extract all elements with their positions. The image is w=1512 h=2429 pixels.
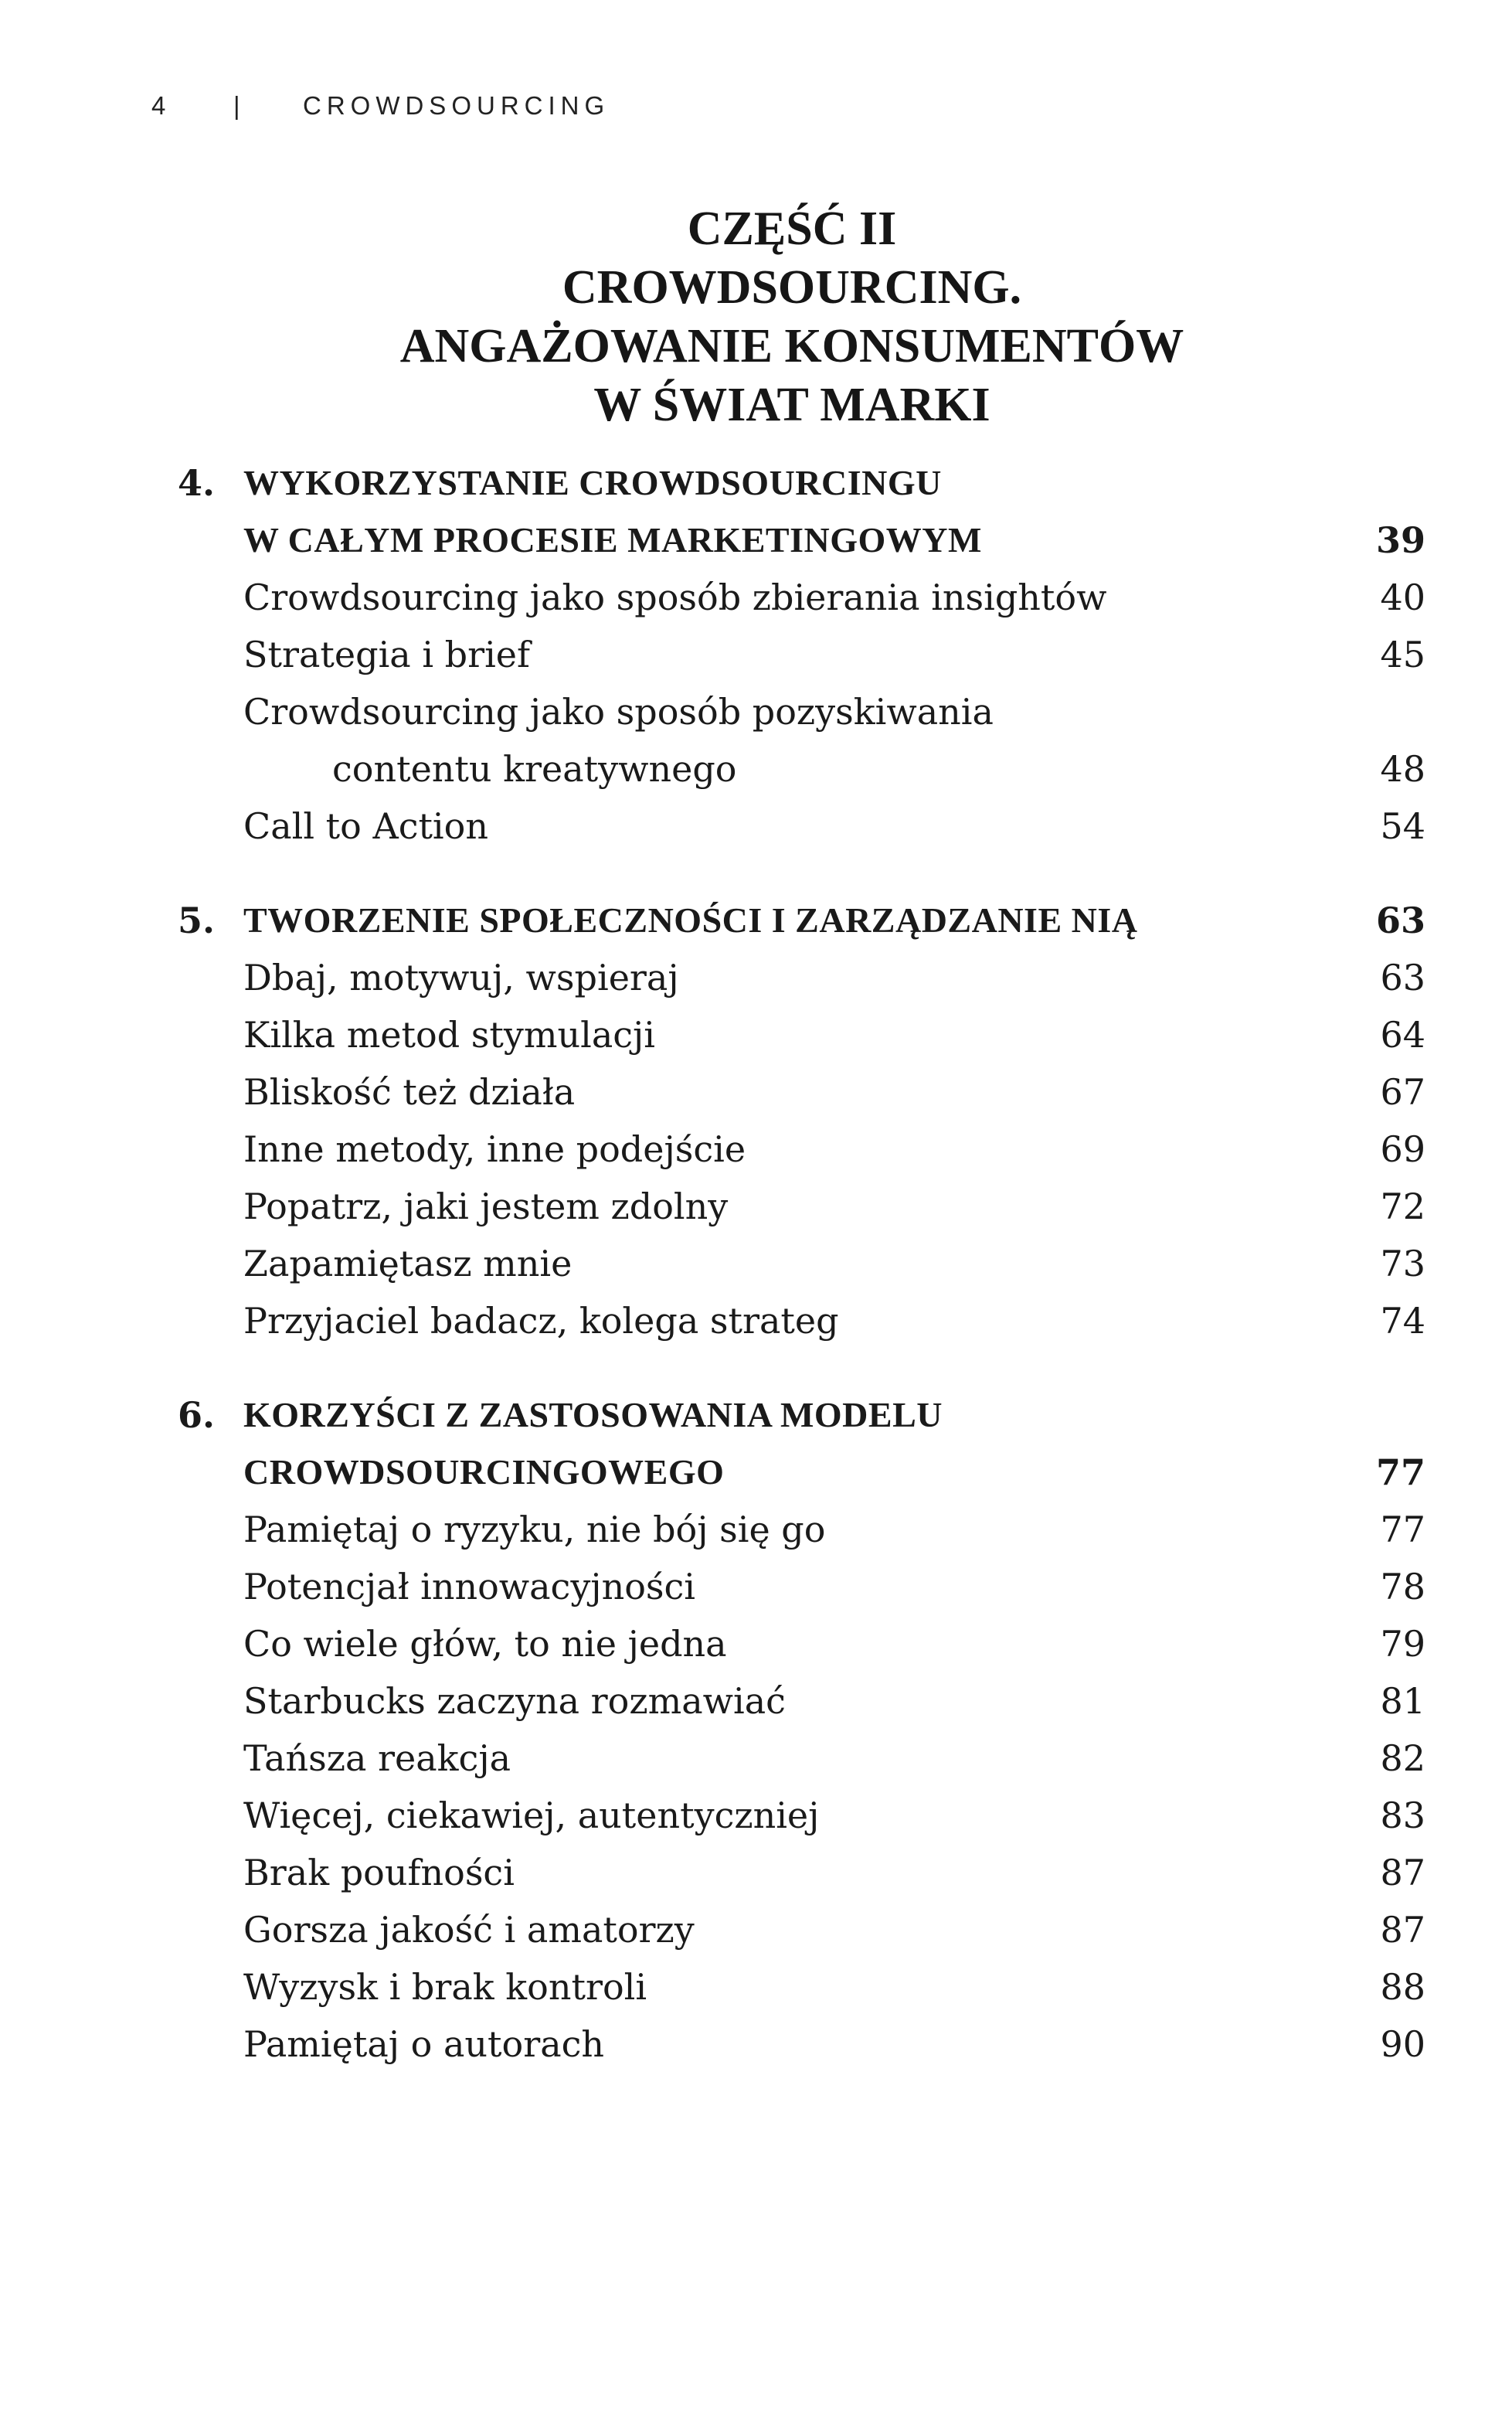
section-row[interactable] [178, 1121, 1425, 1178]
section-row[interactable] [178, 1063, 1425, 1121]
section-page-number: 64 [1380, 1014, 1425, 1056]
part-title-line: ANGAŻOWANIE KONSUMENTÓW [399, 320, 1184, 373]
section-title: Strategia i brief [243, 634, 531, 675]
header-separator: | [233, 91, 246, 120]
section-title: Dbaj, motywuj, wspieraj [243, 957, 679, 998]
section-page-number: 81 [1380, 1680, 1425, 1722]
section-page-number: 67 [1380, 1071, 1425, 1113]
section-title: Starbucks zaczyna rozmawiać [243, 1680, 786, 1722]
section-row[interactable] [178, 949, 1425, 1006]
section-title: Crowdsourcing jako sposób zbierania insightów [243, 577, 1107, 618]
section-page-number: 83 [1380, 1795, 1425, 1836]
section-page-number: 88 [1380, 1966, 1425, 2008]
chapter-page-number: 39 [1375, 519, 1425, 561]
chapter-heading-row[interactable] [178, 1386, 1425, 1444]
section-title: Bliskość też działa [243, 1071, 576, 1113]
section-title: Crowdsourcing jako sposób pozyskiwania [243, 691, 994, 733]
section-row[interactable] [178, 569, 1425, 626]
chapter-title: TWORZENIE SPOŁECZNOŚCI I ZARZĄDZANIE NIĄ [243, 900, 1138, 940]
section-page-number: 48 [1380, 748, 1425, 790]
section-page-number: 40 [1380, 577, 1425, 618]
section-row[interactable] [178, 1178, 1425, 1235]
part-title [309, 199, 1275, 434]
section-title: Pamiętaj o autorach [243, 2023, 605, 2065]
running-title: CROWDSOURCING [303, 91, 610, 120]
section-row[interactable] [178, 1235, 1425, 1292]
running-header [151, 91, 610, 121]
chapter-heading-row[interactable] [178, 454, 1425, 512]
chapter-number: 5. [178, 900, 216, 941]
part-title-line: CZĘŚĆ II [687, 202, 897, 255]
section-row[interactable] [178, 1501, 1425, 1558]
section-row[interactable] [178, 1901, 1425, 1958]
section-title: Zapamiętasz mnie [243, 1243, 573, 1284]
section-page-number: 82 [1380, 1737, 1425, 1779]
section-title: contentu kreatywnego [332, 748, 737, 790]
section-row[interactable] [178, 1672, 1425, 1730]
section-row[interactable] [178, 1006, 1425, 1063]
section-row[interactable] [178, 1558, 1425, 1615]
section-page-number: 77 [1380, 1509, 1425, 1550]
chapter-title: W CAŁYM PROCESIE MARKETINGOWYM [243, 520, 982, 560]
section-page-number: 73 [1380, 1243, 1425, 1284]
section-page-number: 79 [1380, 1623, 1425, 1665]
chapter-heading-row[interactable] [178, 512, 1425, 569]
section-title: Popatrz, jaki jestem zdolny [243, 1186, 729, 1227]
section-title: Brak poufności [243, 1852, 515, 1893]
section-page-number: 72 [1380, 1186, 1425, 1227]
part-title-line: W ŚWIAT MARKI [593, 379, 990, 431]
chapter-title: WYKORZYSTANIE CROWDSOURCINGU [243, 463, 942, 502]
section-row[interactable] [178, 1787, 1425, 1844]
section-title: Inne metody, inne podejście [243, 1128, 746, 1170]
section-page-number: 87 [1380, 1852, 1425, 1893]
section-row[interactable] [178, 683, 1425, 740]
section-title: Call to Action [243, 805, 488, 847]
chapter-number: 6. [178, 1394, 216, 1436]
section-title: Wyzysk i brak kontroli [243, 1966, 647, 2008]
section-title: Tańsza reakcja [243, 1737, 511, 1779]
section-title: Gorsza jakość i amatorzy [243, 1909, 695, 1951]
part-title-line: CROWDSOURCING. [562, 261, 1022, 314]
chapter-title: KORZYŚCI Z ZASTOSOWANIA MODELU [243, 1395, 943, 1434]
section-row[interactable] [178, 798, 1425, 855]
chapter-heading-row[interactable] [178, 1444, 1425, 1501]
section-page-number: 54 [1380, 805, 1425, 847]
section-title: Przyjaciel badacz, kolega strateg [243, 1300, 839, 1342]
section-page-number: 90 [1380, 2023, 1425, 2065]
section-row[interactable] [178, 740, 1425, 798]
section-row[interactable] [178, 1958, 1425, 2016]
toc-chapter [178, 454, 1425, 855]
table-of-contents [178, 454, 1425, 2110]
section-row[interactable] [178, 2016, 1425, 2073]
section-page-number: 45 [1380, 634, 1425, 675]
chapter-number: 4. [178, 462, 216, 504]
toc-chapter [178, 892, 1425, 1349]
section-title: Pamiętaj o ryzyku, nie bój się go [243, 1509, 826, 1550]
section-title: Więcej, ciekawiej, autentyczniej [243, 1795, 820, 1836]
section-title: Co wiele głów, to nie jedna [243, 1623, 727, 1665]
section-page-number: 78 [1380, 1566, 1425, 1607]
section-row[interactable] [178, 1292, 1425, 1349]
section-row[interactable] [178, 1615, 1425, 1672]
chapter-heading-row[interactable] [178, 892, 1425, 949]
page-number: 4 [151, 91, 172, 120]
section-row[interactable] [178, 1844, 1425, 1901]
section-page-number: 87 [1380, 1909, 1425, 1951]
section-page-number: 74 [1380, 1300, 1425, 1342]
chapter-page-number: 77 [1375, 1451, 1425, 1493]
chapter-page-number: 63 [1375, 900, 1425, 941]
section-row[interactable] [178, 1730, 1425, 1787]
section-title: Kilka metod stymulacji [243, 1014, 655, 1056]
toc-chapter [178, 1386, 1425, 2073]
section-page-number: 69 [1380, 1128, 1425, 1170]
section-row[interactable] [178, 626, 1425, 683]
section-title: Potencjał innowacyjności [243, 1566, 695, 1607]
section-page-number: 63 [1380, 957, 1425, 998]
chapter-title: CROWDSOURCINGOWEGO [243, 1452, 725, 1492]
